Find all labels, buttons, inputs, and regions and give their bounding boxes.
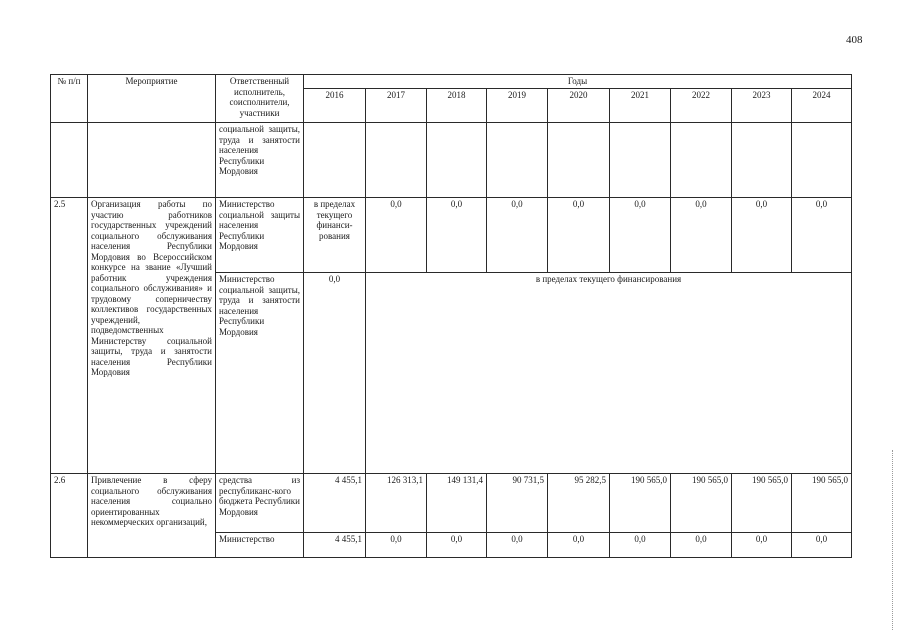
table-row (51, 474, 852, 533)
cell-value: 0,0 (732, 198, 792, 273)
cell-value: 190 565,0 (792, 474, 852, 533)
cell-value: 190 565,0 (610, 474, 671, 533)
year-2017: 2017 (366, 88, 427, 123)
cell-empty (366, 123, 427, 198)
cell-value: 190 565,0 (671, 474, 732, 533)
header-responsible: Ответственный исполнитель, соисполнители, участники (216, 75, 304, 123)
cell-empty (88, 123, 216, 198)
cell-empty (427, 123, 487, 198)
cell-value: 0,0 (548, 198, 610, 273)
header-event: Мероприятие (88, 75, 216, 123)
cell-value: 0,0 (304, 273, 366, 474)
cell-value: в пределах текущего финанси-рования (304, 198, 366, 273)
cell-event: Организация работы по участию работников государственных учреждений социального обслуживания населения Республики Мордовия во Всероссийском конкурсе на звание «Лучший работник учреждения социального обслуживания» и трудовому соперничеству коллективов государственных учреждений, подведомственных Министерству социальной защиты, труда и занятости населения Республики Мордовия (88, 198, 216, 474)
cell-value: 0,0 (792, 198, 852, 273)
cell-value: 0,0 (366, 533, 427, 558)
cell-responsible: Министерство социальной защиты, труда и занятости населения Республики Мордовия (216, 273, 304, 474)
page-number: 408 (846, 34, 863, 46)
cell-value: 0,0 (548, 533, 610, 558)
cell-empty (51, 123, 88, 198)
cell-value: 0,0 (671, 198, 732, 273)
year-2024: 2024 (792, 88, 852, 123)
header-num: № п/п (51, 75, 88, 123)
cell-value: 0,0 (792, 533, 852, 558)
year-2016: 2016 (304, 88, 366, 123)
year-2021: 2021 (610, 88, 671, 123)
cell-value: 90 731,5 (487, 474, 548, 533)
cell-num: 2.6 (51, 474, 88, 558)
cell-value: 126 313,1 (366, 474, 427, 533)
year-2018: 2018 (427, 88, 487, 123)
header-years: Годы (304, 75, 852, 89)
cell-merged-financing: в пределах текущего финансирования (366, 273, 852, 474)
cell-empty (487, 123, 548, 198)
cell-responsible: средства из республиканс-кого бюджета Республики Мордовия (216, 474, 304, 533)
cell-responsible: Министерство (216, 533, 304, 558)
cell-value: 0,0 (427, 533, 487, 558)
cell-empty (792, 123, 852, 198)
cell-value: 0,0 (487, 198, 548, 273)
scan-edge-mark (892, 450, 897, 630)
cell-value: 0,0 (366, 198, 427, 273)
cell-responsible: Министерство социальной защиты населения Республики Мордовия (216, 198, 304, 273)
year-2020: 2020 (548, 88, 610, 123)
year-2019: 2019 (487, 88, 548, 123)
cell-value: 190 565,0 (732, 474, 792, 533)
cell-value: 4 455,1 (304, 533, 366, 558)
year-2022: 2022 (671, 88, 732, 123)
program-table (50, 74, 852, 558)
cell-value: 149 131,4 (427, 474, 487, 533)
cell-empty (732, 123, 792, 198)
cell-empty (304, 123, 366, 198)
cell-empty (610, 123, 671, 198)
table-row (51, 123, 852, 198)
cell-value: 0,0 (487, 533, 548, 558)
cell-value: 0,0 (732, 533, 792, 558)
cell-value: 0,0 (610, 198, 671, 273)
cell-responsible: социальной защиты, труда и занятости населения Республики Мордовия (216, 123, 304, 198)
cell-value: 0,0 (427, 198, 487, 273)
cell-value: 4 455,1 (304, 474, 366, 533)
cell-event: Привлечение в сферу социального обслуживания населения социально ориентированных некоммерческих организаций, (88, 474, 216, 558)
cell-empty (671, 123, 732, 198)
cell-value: 95 282,5 (548, 474, 610, 533)
header-row (51, 75, 852, 89)
cell-value: 0,0 (671, 533, 732, 558)
cell-empty (548, 123, 610, 198)
cell-value: 0,0 (610, 533, 671, 558)
year-2023: 2023 (732, 88, 792, 123)
cell-num: 2.5 (51, 198, 88, 474)
table-row (51, 198, 852, 273)
